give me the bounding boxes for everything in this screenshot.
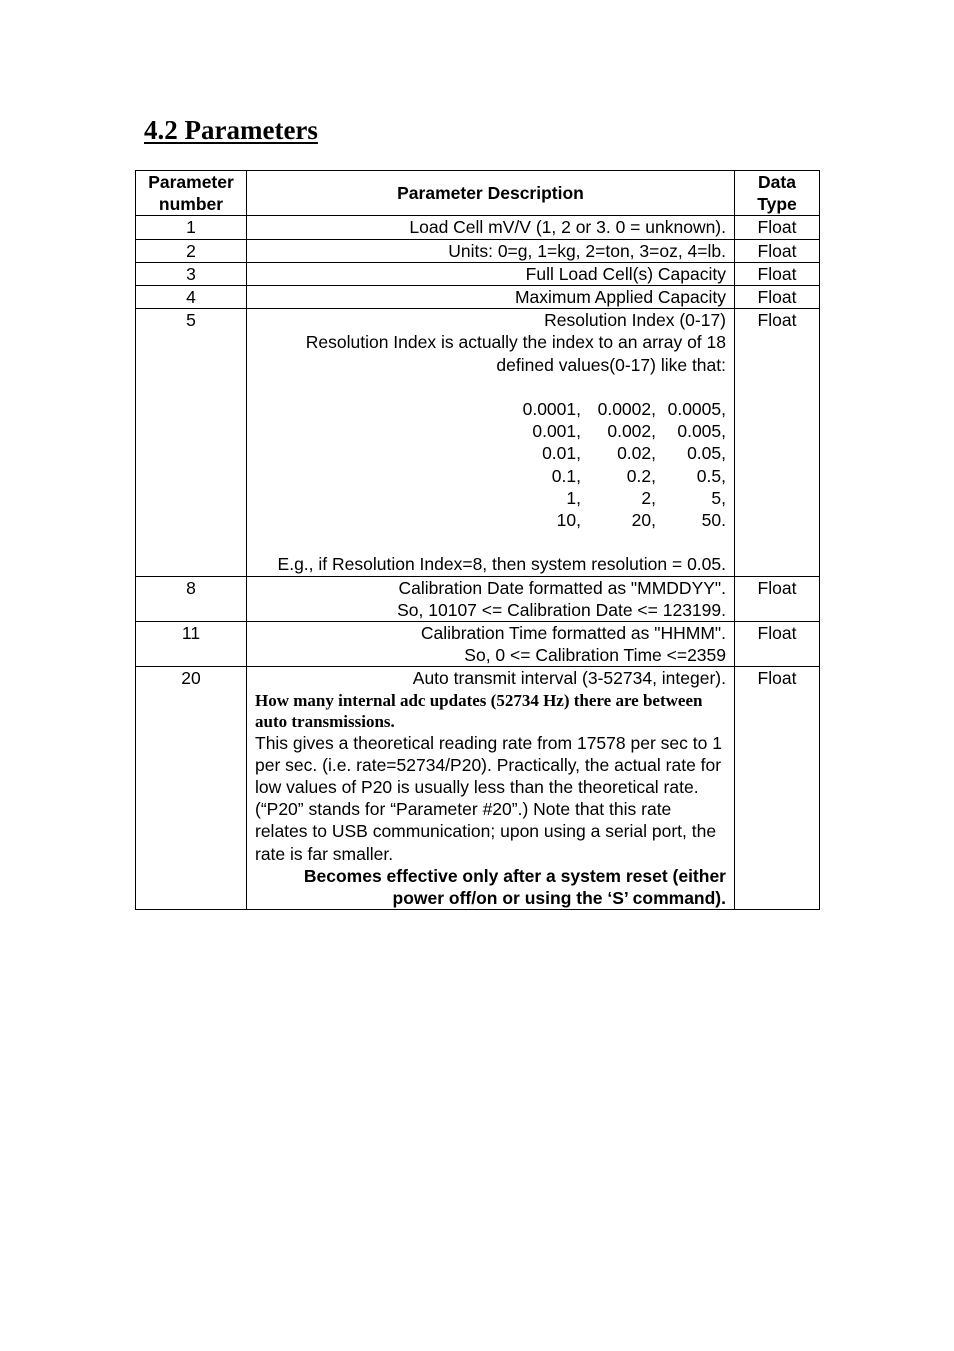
auto-transmit-reset-note: Becomes effective only after a system reset (either power off/on or using the ‘S’ command). <box>303 865 726 909</box>
resolution-value: 0.2, <box>626 465 656 486</box>
table-row <box>136 262 820 285</box>
resolution-index-title: Resolution Index (0-17) <box>544 310 726 331</box>
param-number: 11 <box>136 622 247 667</box>
table-row <box>136 309 820 576</box>
calibration-date-range: So, 10107 <= Calibration Date <= 123199. <box>397 599 726 620</box>
param-type: Float <box>735 262 820 285</box>
resolution-value: 50. <box>701 510 726 531</box>
auto-transmit-definition: How many internal adc updates (52734 Hz) there are between auto transmissions. <box>255 690 703 731</box>
param-description: Full Load Cell(s) Capacity <box>247 262 735 285</box>
resolution-values-list <box>255 398 726 531</box>
param-number: 1 <box>136 216 247 239</box>
table-row <box>136 216 820 239</box>
table-row <box>136 239 820 262</box>
resolution-value: 5, <box>711 487 726 508</box>
resolution-value: 2, <box>641 487 656 508</box>
resolution-value: 0.1, <box>551 465 581 486</box>
resolution-value: 20, <box>631 510 656 531</box>
resolution-value: 0.0002, <box>597 399 656 420</box>
resolution-index-explanation: Resolution Index is actually the index to an array of 18 defined values(0-17) like that: <box>305 332 726 375</box>
auto-transmit-explanation: This gives a theoretical reading rate from 17578 per sec to 1 per sec. (i.e. rate=52734/P20). Practically, the actual rate for low values of P20 is usually less than the theoretical rate. (“P20” stands for “Parameter #20”.) Note that this rate relates to USB communication; upon using a serial port, the rate is far smaller. <box>255 732 722 864</box>
section-title: 4.2 Parameters <box>144 115 318 145</box>
resolution-value: 10, <box>556 510 581 531</box>
param-description <box>247 309 735 576</box>
calibration-time-range: So, 0 <= Calibration Time <=2359 <box>464 645 726 666</box>
param-description: Load Cell mV/V (1, 2 or 3. 0 = unknown). <box>247 216 735 239</box>
param-type: Float <box>735 667 820 910</box>
resolution-example: E.g., if Resolution Index=8, then system resolution = 0.05. <box>277 554 726 575</box>
resolution-value: 0.0005, <box>667 399 726 420</box>
resolution-value: 1, <box>566 487 581 508</box>
resolution-value: 0.05, <box>687 443 726 464</box>
auto-transmit-title: Auto transmit interval (3-52734, integer). <box>412 668 726 689</box>
header-parameter-number: Parameter number <box>136 171 247 216</box>
param-number: 5 <box>136 309 247 576</box>
resolution-value: 0.01, <box>542 443 581 464</box>
param-description: Units: 0=g, 1=kg, 2=ton, 3=oz, 4=lb. <box>247 239 735 262</box>
resolution-value: 0.02, <box>617 443 656 464</box>
param-type: Float <box>735 576 820 621</box>
header-parameter-description: Parameter Description <box>247 171 735 216</box>
param-type: Float <box>735 286 820 309</box>
table-header-row <box>136 171 820 216</box>
table-row <box>136 667 820 910</box>
param-description <box>247 622 735 667</box>
param-type: Float <box>735 216 820 239</box>
param-type: Float <box>735 309 820 576</box>
table-row <box>136 286 820 309</box>
param-description <box>247 667 735 910</box>
resolution-value: 0.002, <box>607 421 656 442</box>
resolution-value: 0.001, <box>532 421 581 442</box>
resolution-value: 0.005, <box>677 421 726 442</box>
resolution-value: 0.5, <box>696 465 726 486</box>
param-type: Float <box>735 239 820 262</box>
table-row <box>136 622 820 667</box>
param-number: 2 <box>136 239 247 262</box>
param-number: 20 <box>136 667 247 910</box>
header-data-type: Data Type <box>735 171 820 216</box>
param-number: 8 <box>136 576 247 621</box>
param-number: 4 <box>136 286 247 309</box>
param-type: Float <box>735 622 820 667</box>
parameters-table <box>135 170 820 910</box>
param-description: Maximum Applied Capacity <box>247 286 735 309</box>
calibration-time-format: Calibration Time formatted as "HHMM". <box>420 623 726 644</box>
param-number: 3 <box>136 262 247 285</box>
table-row <box>136 576 820 621</box>
param-description <box>247 576 735 621</box>
calibration-date-format: Calibration Date formatted as "MMDDYY". <box>398 577 726 598</box>
resolution-value: 0.0001, <box>522 399 581 420</box>
